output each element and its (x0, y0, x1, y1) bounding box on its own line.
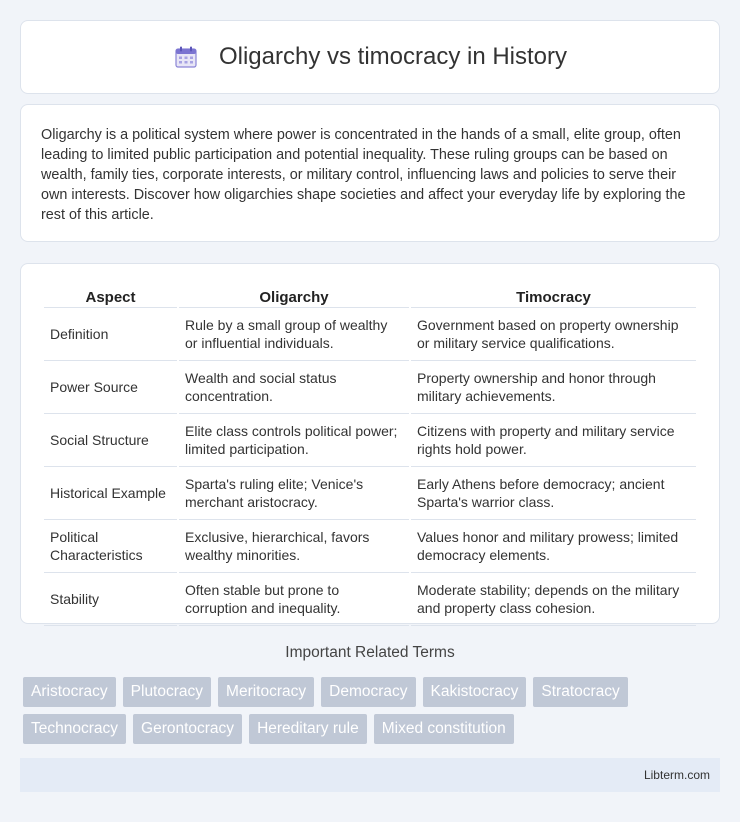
footer-brand-link[interactable]: Libterm.com (643, 768, 710, 782)
title-card (20, 20, 720, 94)
cell-oligarchy: Exclusive, hierarchical, favors wealthy minorities. (179, 520, 409, 573)
cell-aspect: Historical Example (44, 467, 177, 520)
table-row (44, 467, 696, 520)
cell-aspect: Power Source (44, 361, 177, 414)
cell-aspect: Political Characteristics (44, 520, 177, 573)
cell-oligarchy: Wealth and social status concentration. (179, 361, 409, 414)
cell-timocracy: Values honor and military prowess; limited democracy elements. (411, 520, 696, 573)
comparison-table (42, 284, 698, 626)
tag-mixed-constitution[interactable]: Mixed constitution (374, 714, 514, 744)
tag-aristocracy[interactable]: Aristocracy (23, 677, 116, 707)
tag-technocracy[interactable]: Technocracy (23, 714, 126, 744)
cell-timocracy: Citizens with property and military service rights hold power. (411, 414, 696, 467)
intro-text: Oligarchy is a political system where power is concentrated in the hands of a small, elite group, often leading to limited public participation and potential inequality. These ruling groups can be based on wealth, family ties, corporate interests, or military control, influencing laws and policies to serve their own interests. Discover how oligarchies shape societies and affect your everyday life by exploring the rest of this article. (41, 127, 686, 223)
header-aspect: Aspect (44, 284, 177, 308)
header-oligarchy: Oligarchy (179, 284, 409, 308)
cell-oligarchy: Often stable but prone to corruption and inequality. (179, 573, 409, 626)
tag-kakistocracy[interactable]: Kakistocracy (423, 677, 527, 707)
table-row (44, 308, 696, 361)
intro-card (20, 104, 720, 242)
cell-timocracy: Property ownership and honor through military achievements. (411, 361, 696, 414)
cell-timocracy: Early Athens before democracy; ancient Sparta's warrior class. (411, 467, 696, 520)
tag-democracy[interactable]: Democracy (321, 677, 415, 707)
cell-aspect: Social Structure (44, 414, 177, 467)
table-row (44, 361, 696, 414)
table-row (44, 573, 696, 626)
cell-oligarchy: Sparta's ruling elite; Venice's merchant aristocracy. (179, 467, 409, 520)
tag-meritocracy[interactable]: Meritocracy (218, 677, 314, 707)
cell-oligarchy: Elite class controls political power; limited participation. (179, 414, 409, 467)
page-title: Oligarchy vs timocracy in History (218, 43, 568, 70)
cell-timocracy: Moderate stability; depends on the military and property class cohesion. (411, 573, 696, 626)
cell-timocracy: Government based on property ownership or military service qualifications. (411, 308, 696, 361)
tag-gerontocracy[interactable]: Gerontocracy (133, 714, 242, 744)
table-row (44, 414, 696, 467)
comparison-table-card (20, 263, 720, 624)
header-timocracy: Timocracy (411, 284, 696, 308)
tag-hereditary-rule[interactable]: Hereditary rule (249, 714, 367, 744)
table-row (44, 520, 696, 573)
calendar-icon (173, 44, 199, 70)
cell-aspect: Definition (44, 308, 177, 361)
cell-aspect: Stability (44, 573, 177, 626)
table-header-row (44, 284, 696, 308)
related-terms-list (23, 677, 723, 751)
footer (20, 758, 720, 792)
tag-stratocracy[interactable]: Stratocracy (533, 677, 627, 707)
cell-oligarchy: Rule by a small group of wealthy or influential individuals. (179, 308, 409, 361)
related-terms-heading: Important Related Terms (285, 644, 455, 661)
tag-plutocracy[interactable]: Plutocracy (123, 677, 211, 707)
